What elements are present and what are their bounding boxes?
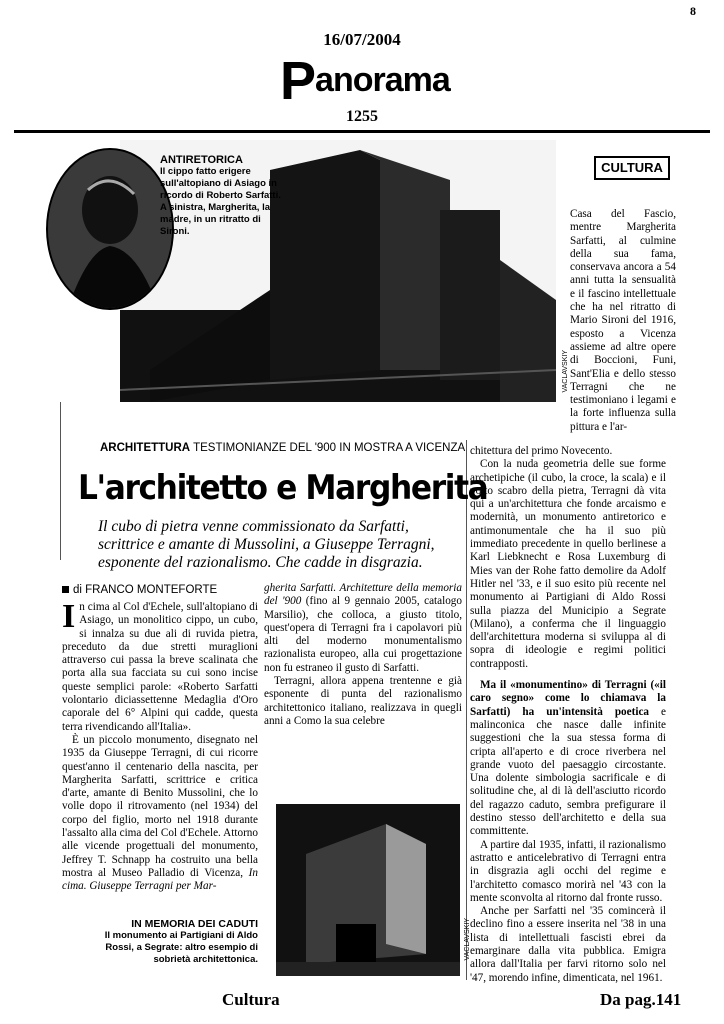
col1-p1: n cima al Col d'Echele, sull'altopiano di Asiago, un monolitico cippo, un cubo, si innalza su due ali di ruvida pietra, preceduto da due stretti muraglioni attraverso cui passa la breve scalinata che porta alla sua facciata su cui sono incise queste semplici parole: «Roberto Sarfatti volontario diciassettenne Medaglia d'Oro caporale del 6° Alpini qui cadde, questa terra rivendicando all'Italia». bbox=[62, 601, 258, 733]
col2-p1: (fino al 9 gennaio 2005, catalogo Marsilio), che colloca, a giusto titolo, quest'opera di Terragni fra i capolavori più alti del moderno monumentalismo razionalista europeo, alla cui progettazione non fu estraneo il gusto di Sarfatti. bbox=[264, 595, 462, 674]
frame-line-left bbox=[60, 402, 61, 560]
column-1 bbox=[62, 598, 258, 894]
article-title: L'architetto e Margherita bbox=[78, 468, 488, 508]
photo-credit-top: VACLAVSKIY bbox=[562, 350, 569, 393]
logo-rest: anorama bbox=[315, 61, 450, 99]
footer-section: Cultura bbox=[222, 990, 280, 1009]
col3-p4: Anche per Sarfatti nel '35 comincerà il declino fino a essere inserita nel '38 in una lista di intellettuali fascisti ebrei da emarginare dalla vita pubblica. Emigra allora dall'Italia per farvi ritorno solo nel '47, morendo infine, dimenticata, nel 1961. bbox=[470, 905, 666, 984]
byline: di FRANCO MONTEFORTE bbox=[62, 584, 217, 596]
photo-credit-bottom: VACLAVSKIY bbox=[464, 918, 471, 961]
caption-bottom-text: Il monumento ai Partigiani di Aldo Rossi, a Segrate: altro esempio di sobrietà architettonica. bbox=[104, 930, 258, 965]
col3-p2-bold: Ma il «monumentino» di Terragni («il caro segno» come lo chiamava la Sarfatti) ha un'intensità poetica bbox=[470, 679, 666, 718]
col1-p2: È un piccolo monumento, disegnato nel 1935 da Giuseppe Terragni, di cui ricorre quest'anno il centenario della nascita, per Margherita Sarfatti, scrittrice e critica d'arte, amante di Benito Mussolini, che lo volle dopo il ritrovamento (nel 1934) del corpo del figlio, morto nel 1918 durante l'assalto alla cima del Col d'Echele. Attorno alle vicende progettuali del monumento, Jeffrey T. Schnapp ha costruito una bella mostra al Museo Palladio di Vicenza, bbox=[62, 733, 258, 879]
issue-number: 1255 bbox=[346, 108, 378, 125]
caption-top-heading: ANTIRETORICA bbox=[160, 154, 243, 166]
portrait-oval bbox=[46, 148, 174, 310]
page-number: 8 bbox=[690, 4, 696, 18]
kicker-label: ARCHITETTURA bbox=[100, 442, 191, 454]
magazine-logo bbox=[280, 50, 450, 112]
caption-bottom-heading: IN MEMORIA DEI CADUTI bbox=[131, 918, 258, 930]
col3-p0: chitettura del primo Novecento. bbox=[470, 445, 613, 457]
col3-p3: A partire dal 1935, infatti, il razionalismo astratto e anticelebrativo di Terragni entra in disgrazia agli occhi del regime e l'architetto comasco morirà nel '43 con la mente sconvolta al ritorno dal fronte russo. bbox=[470, 838, 666, 904]
footer-source: Da pag.141 bbox=[600, 990, 682, 1009]
kicker bbox=[100, 442, 470, 454]
article-subtitle: Il cubo di pietra venne commissionato da Sarfatti, scrittrice e amante di Mussolini, a Giuseppe Terragni, esponente del razionalismo. Che cadde in disgrazia. bbox=[98, 518, 435, 571]
section-tag: CULTURA bbox=[594, 156, 670, 180]
col3-p2: e malinconica che nasce dalle infinite suggestioni che la sua stessa forma di cripta all'aperto e di croce riverbera nel grande vuoto del paesaggio circostante. Una dolente simbologia sacrificale e di solitudine che, al di là dell'asciutto ricordo del ragazzo caduto, sembra prefigurare il destino stesso dell'architetto e della sua committente. bbox=[470, 705, 667, 838]
dropcap: I bbox=[62, 598, 76, 635]
col1-p2-italic: In cima. Giuseppe Terragni per Mar- bbox=[62, 866, 258, 893]
col2-p2: Terragni, allora appena trentenne e già esponente di punta del razionalismo architettonico italiano, realizzava in quegli anni a Como la sua celebre bbox=[264, 675, 462, 727]
side-column: Casa del Fascio, mentre Margherita Sarfatti, al culmine della sua fama, conservava ancora a 54 anni tutta la sensualità e il fascino intellettuale che ha nel ritratto di Mario Sironi del 1916, esposto a Vicenza assieme ad altre opere di Boccioni, Funi, Sant'Elia e dello stesso Terragni che ne testimoniano i legami e la forte influenza sulla pittura e l'ar- bbox=[570, 208, 676, 433]
col2-p1-italic: gherita Sarfatti. Architetture della memoria del '900 bbox=[264, 582, 462, 608]
column-2 bbox=[264, 582, 462, 728]
partisan-monument-photo bbox=[276, 804, 460, 976]
kicker-text: TESTIMONIANZE DEL '900 IN MOSTRA A VICENZA bbox=[193, 442, 466, 454]
col3-p1: Con la nuda geometria delle sue forme archetipiche (il cubo, la croce, la scala) e il volto scabro della pietra, Terragni dà vita qui a un'architettura che fonde arcaismo e modernità, un monumento antiretorico e antimonumentale che ha il suo più immediato precedente in quello berlinese a Karl Liebknecht e Rosa Luxemburg di Mies van der Rohe fatto demolire da Adolf Hitler nel '33, e il suo esito più recente nel monumento ai Partigiani di Aldo Rossi sulla piazza del Municipio a Segrate (Milano), a conferma che il linguaggio dell'architettura moderna si sviluppa al di sopra di ideologie e regimi politici contrapposti. bbox=[470, 458, 666, 670]
publication-date: 16/07/2004 bbox=[323, 30, 401, 49]
caption-bottom bbox=[100, 918, 258, 966]
header-rule bbox=[14, 130, 710, 133]
column-3 bbox=[470, 445, 666, 985]
logo-initial: P bbox=[280, 51, 316, 111]
caption-top-text: Il cippo fatto erigere sull'altopiano di Asiago in ricordo di Roberto Sarfatti. A sinistra, Margherita, la madre, in un ritratto di Sironi. bbox=[160, 166, 281, 237]
caption-top bbox=[160, 154, 288, 238]
